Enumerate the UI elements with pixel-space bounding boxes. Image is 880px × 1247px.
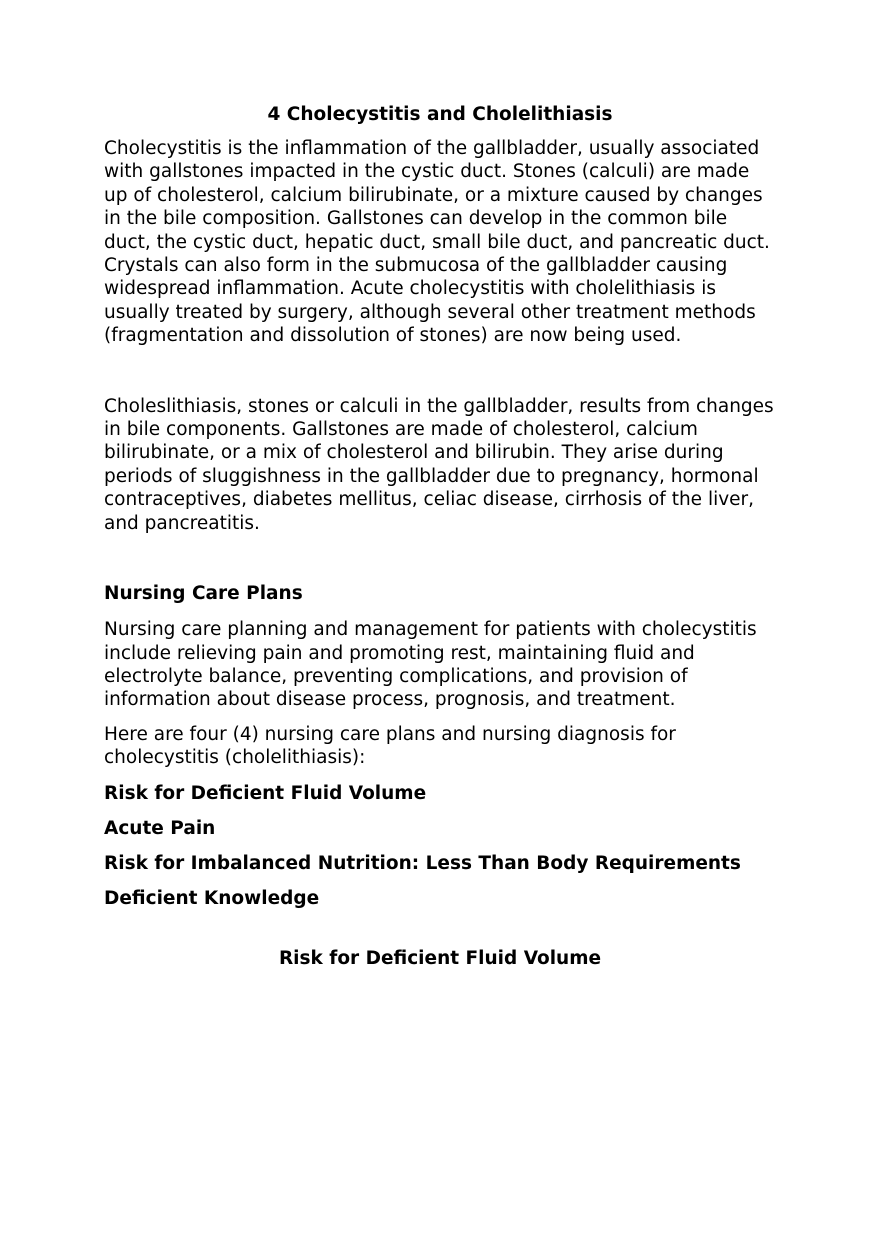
section-heading: Risk for Deficient Fluid Volume	[278, 947, 602, 969]
diagnosis-item: Risk for Imbalanced Nutrition: Less Than Body Requirements	[104, 852, 741, 874]
diagnosis-item: Acute Pain	[104, 817, 216, 839]
diagnosis-item: Risk for Deficient Fluid Volume	[104, 782, 427, 804]
document-content	[104, 103, 776, 971]
diagnosis-item: Deficient Knowledge	[104, 887, 320, 909]
care-plans-intro-paragraph: Here are four (4) nursing care plans and nursing diagnosis for cholecystitis (cholelithiasis):	[104, 723, 676, 769]
page-title: 4 Cholecystitis and Cholelithiasis	[267, 104, 613, 125]
cholecystitis-paragraph: Cholecystitis is the inflammation of the gallbladder, usually associated with gallstones impacted in the cystic duct. Stones (calculi) are made up of cholesterol, calcium bilirubinate, or a mixture caused by changes in the bile composition. Gallstones can develop in the common bile duct, the cystic duct, hepatic duct, small bile duct, and pancreatic duct. Crystals can also form in the submucosa of the gallbladder causing widespread inflammation. Acute cholecystitis with cholelithiasis is usually treated by surgery, although several other treatment methods (fragmentation and dissolution of stones) are now being used.	[104, 138, 770, 347]
cholelithiasis-paragraph: Choleslithiasis, stones or calculi in the gallbladder, results from changes in bile components. Gallstones are made of cholesterol, calcium bilirubinate, or a mix of cholesterol and bilirubin. They arise during periods of sluggishness in the gallbladder due to pregnancy, hormonal contraceptives, diabetes mellitus, celiac disease, cirrhosis of the liver, and pancreatitis.	[104, 395, 774, 534]
nursing-diagnosis-list	[104, 782, 776, 911]
nursing-management-paragraph: Nursing care planning and management for patients with cholecystitis include relieving pain and promoting rest, maintaining fluid and electrolyte balance, preventing complications, and provision of information about disease process, prognosis, and treatment.	[104, 619, 757, 711]
nursing-care-plans-heading: Nursing Care Plans	[104, 583, 303, 605]
